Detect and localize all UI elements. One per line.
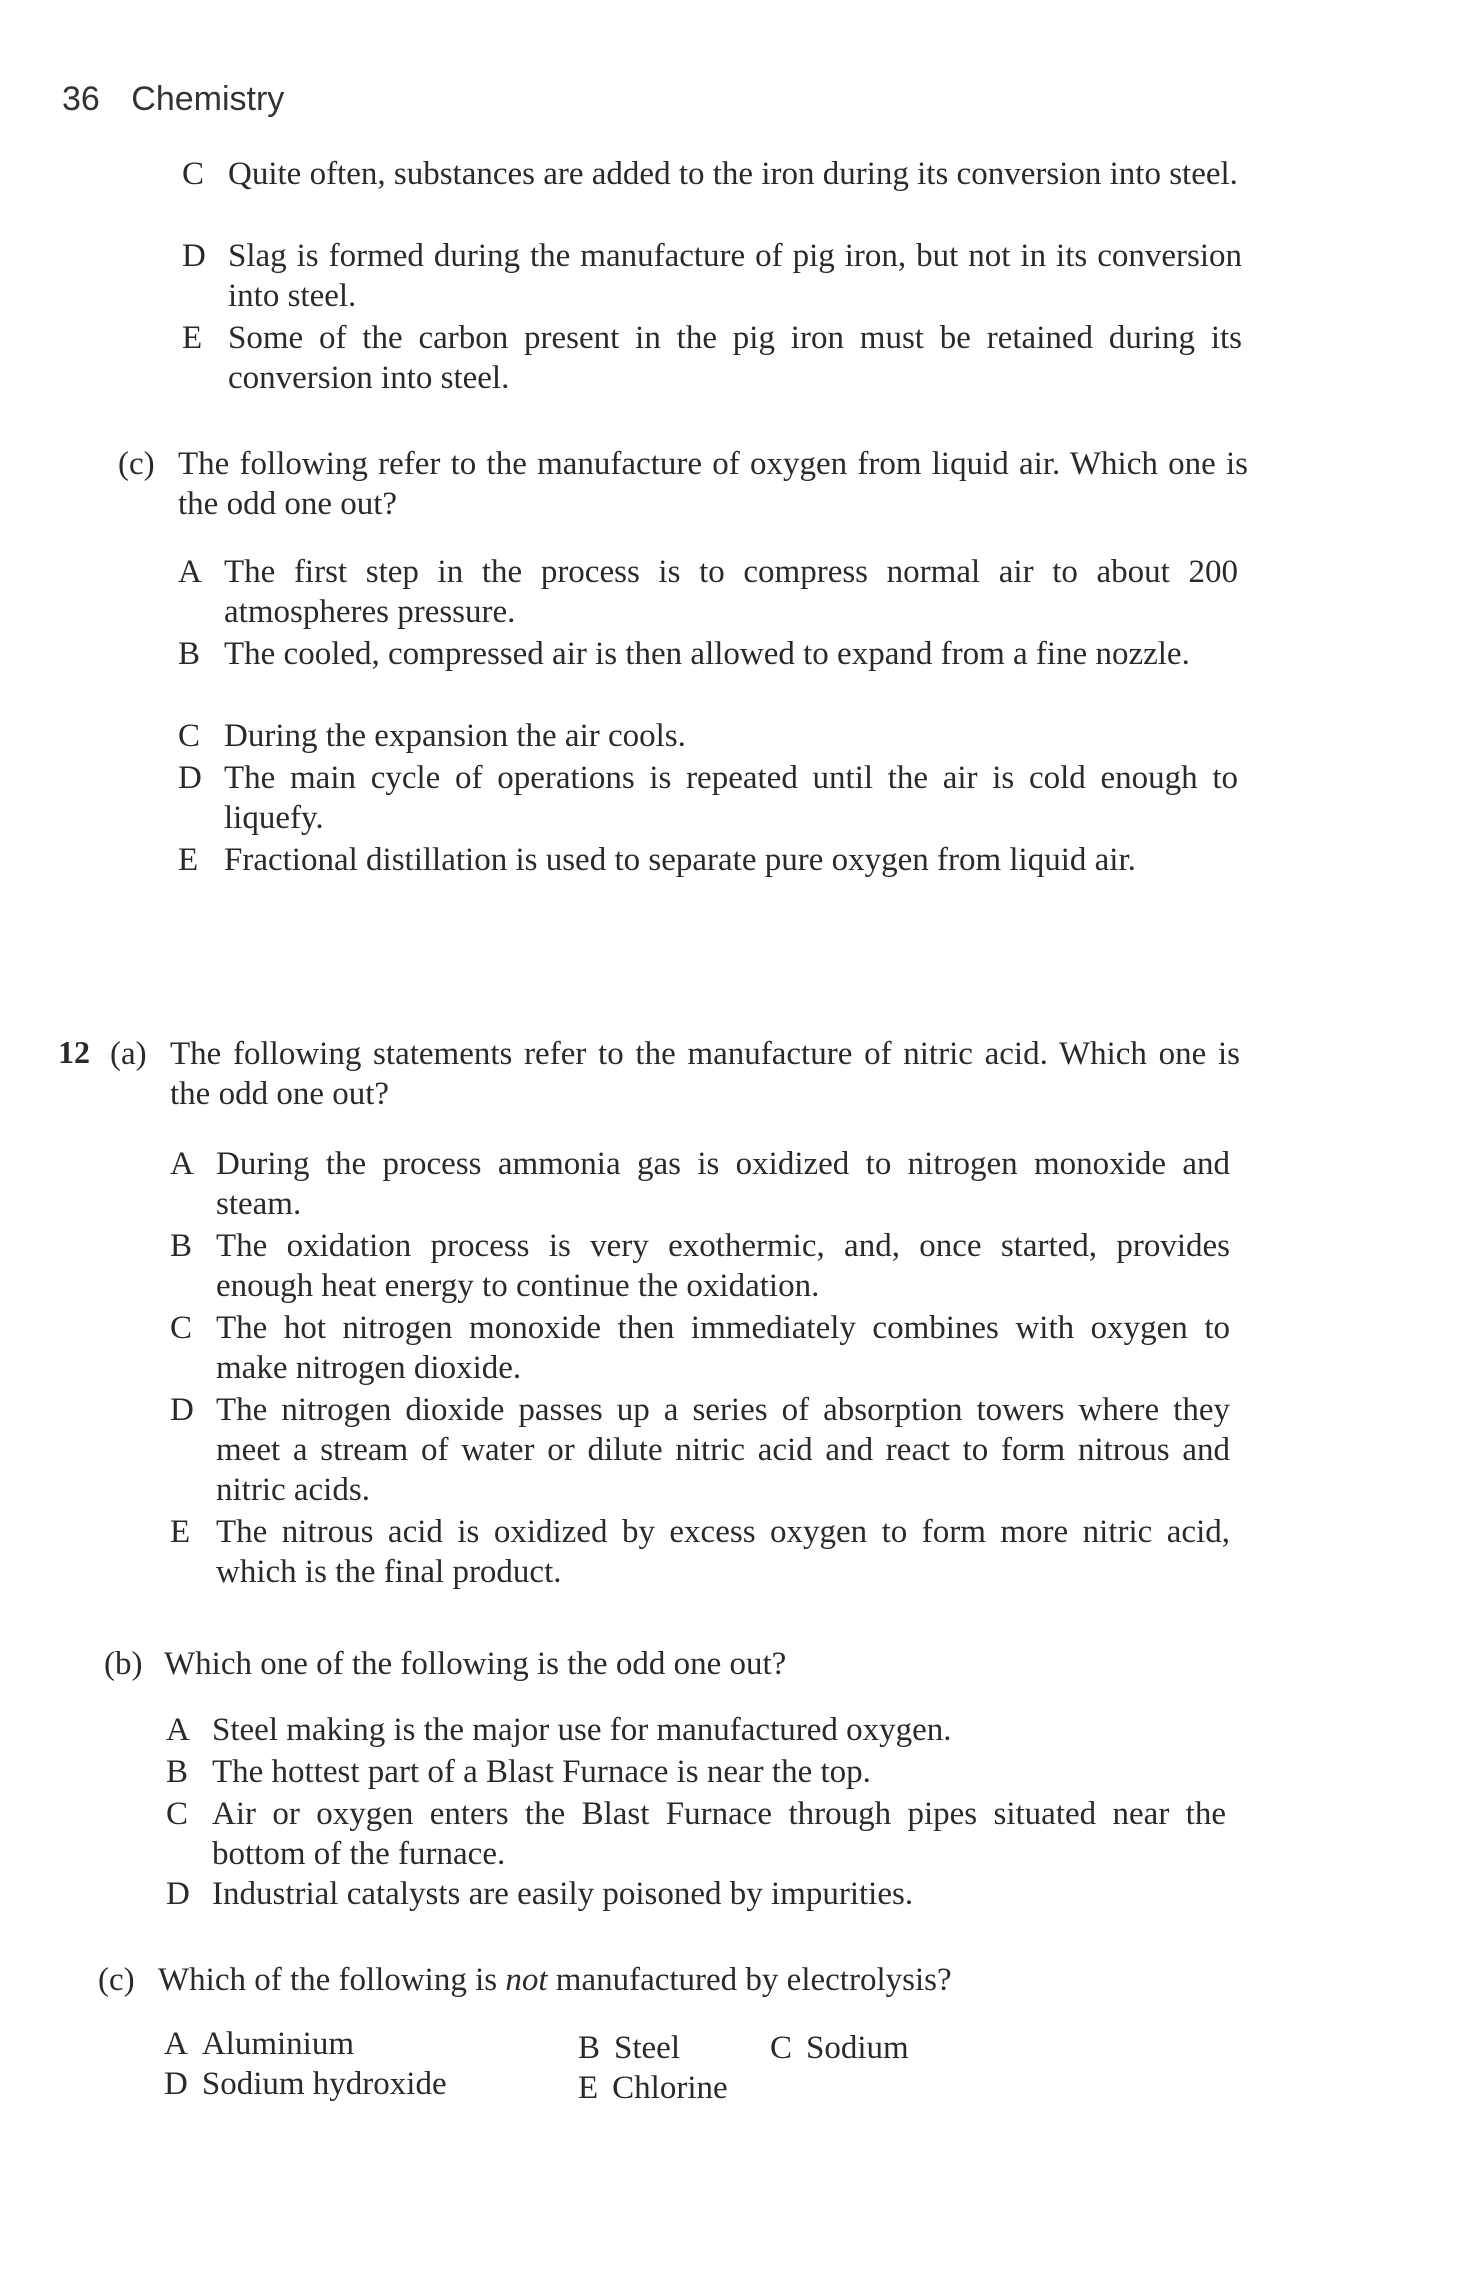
question-text: The following refer to the manufacture of oxygen from liquid air. Which one is the odd one out? bbox=[178, 446, 1248, 522]
question-number: 12 bbox=[58, 1034, 90, 1070]
prev-option-c bbox=[182, 154, 1242, 194]
q11c-option-a bbox=[178, 552, 1238, 632]
option-letter: D bbox=[164, 2066, 188, 2102]
option-text: Industrial catalysts are easily poisoned by impurities. bbox=[212, 1876, 914, 1912]
option-text: The oxidation process is very exothermic, and, once started, provides enough heat energy to continue the oxidation. bbox=[216, 1228, 1230, 1304]
page-header bbox=[62, 80, 284, 119]
part-label: (c) bbox=[98, 1962, 135, 1998]
option-text: Air or oxygen enters the Blast Furnace through pipes situated near the bottom of the furnace. bbox=[212, 1796, 1226, 1872]
option-text: The first step in the process is to compress normal air to about 200 atmospheres pressure. bbox=[224, 554, 1238, 630]
option-letter: E bbox=[178, 842, 199, 878]
question-text-start: Which of the following is bbox=[158, 1962, 506, 1998]
q11c-option-e bbox=[178, 840, 1238, 880]
q12c-option-e bbox=[578, 2068, 728, 2108]
option-text: Steel making is the major use for manufactured oxygen. bbox=[212, 1712, 952, 1748]
question-text-end: manufactured by electrolysis? bbox=[547, 1962, 952, 1998]
option-letter: A bbox=[170, 1146, 194, 1182]
option-letter: B bbox=[578, 2030, 601, 2066]
section-title: Chemistry bbox=[131, 80, 285, 118]
option-letter: E bbox=[578, 2070, 599, 2106]
option-text: The nitrous acid is oxidized by excess oxygen to form more nitric acid, which is the final product. bbox=[216, 1514, 1230, 1590]
prev-option-e bbox=[182, 318, 1242, 398]
option-letter: E bbox=[170, 1514, 191, 1550]
option-text: Chlorine bbox=[612, 2070, 728, 2106]
option-letter: B bbox=[170, 1228, 193, 1264]
q12a-option-a bbox=[170, 1144, 1230, 1224]
q12c-option-b bbox=[578, 2028, 680, 2068]
q12c-option-a bbox=[164, 2024, 354, 2064]
q12a-option-c bbox=[170, 1308, 1230, 1388]
q12c-option-c bbox=[770, 2028, 909, 2068]
q11c-option-d bbox=[178, 758, 1238, 838]
option-text: The main cycle of operations is repeated until the air is cold enough to liquefy. bbox=[224, 760, 1238, 836]
option-text: The hottest part of a Blast Furnace is near the top. bbox=[212, 1754, 871, 1790]
part-label: (b) bbox=[104, 1646, 143, 1682]
q12b-option-d bbox=[166, 1874, 1226, 1914]
option-letter: C bbox=[182, 156, 205, 192]
option-letter: B bbox=[178, 636, 201, 672]
q12c-option-d bbox=[164, 2064, 447, 2104]
option-letter: C bbox=[166, 1796, 189, 1832]
option-letter: D bbox=[170, 1392, 194, 1428]
option-text: Sodium bbox=[806, 2030, 909, 2066]
part-label: (a) bbox=[110, 1036, 147, 1072]
option-text: Steel bbox=[614, 2030, 680, 2066]
question-12b bbox=[104, 1644, 1234, 1684]
page-number: 36 bbox=[62, 80, 100, 118]
option-letter: D bbox=[182, 238, 206, 274]
emphasis-not: not bbox=[505, 1962, 548, 1998]
question-text: The following statements refer to the manufacture of nitric acid. Which one is the odd one out? bbox=[170, 1036, 1240, 1112]
q11c-option-c bbox=[178, 716, 1238, 756]
question-12a bbox=[110, 1034, 1240, 1114]
option-text: Slag is formed during the manufacture of pig iron, but not in its conversion into steel. bbox=[228, 238, 1242, 314]
q12a-option-d bbox=[170, 1390, 1230, 1510]
option-letter: D bbox=[178, 760, 202, 796]
option-text: During the process ammonia gas is oxidized to nitrogen monoxide and steam. bbox=[216, 1146, 1230, 1222]
option-text: Some of the carbon present in the pig iron must be retained during its conversion into steel. bbox=[228, 320, 1242, 396]
option-letter: B bbox=[166, 1754, 189, 1790]
option-letter: C bbox=[178, 718, 201, 754]
question-text: Which one of the following is the odd one out? bbox=[164, 1646, 787, 1682]
part-label: (c) bbox=[118, 446, 155, 482]
option-letter: C bbox=[170, 1310, 193, 1346]
prev-option-d bbox=[182, 236, 1242, 316]
option-text: Aluminium bbox=[201, 2026, 355, 2062]
option-letter: E bbox=[182, 320, 203, 356]
option-letter: D bbox=[166, 1876, 190, 1912]
option-letter: A bbox=[166, 1712, 190, 1748]
question-text bbox=[158, 1960, 1228, 2000]
q12b-option-a bbox=[166, 1710, 1226, 1750]
option-letter: A bbox=[178, 554, 202, 590]
option-text: Fractional distillation is used to separate pure oxygen from liquid air. bbox=[224, 842, 1136, 878]
q11c-option-b bbox=[178, 634, 1238, 674]
option-letter: C bbox=[770, 2030, 793, 2066]
question-12c bbox=[98, 1960, 1228, 2000]
q12b-option-b bbox=[166, 1752, 1226, 1792]
question-11c bbox=[118, 444, 1248, 524]
option-text: Quite often, substances are added to the iron during its conversion into steel. bbox=[228, 156, 1238, 192]
option-text: Sodium hydroxide bbox=[201, 2066, 447, 2102]
option-text: The hot nitrogen monoxide then immediately combines with oxygen to make nitrogen dioxide. bbox=[216, 1310, 1230, 1386]
option-text: The nitrogen dioxide passes up a series of absorption towers where they meet a stream of water or dilute nitric acid and react to form nitrous and nitric acids. bbox=[216, 1392, 1230, 1508]
option-text: The cooled, compressed air is then allowed to expand from a fine nozzle. bbox=[224, 636, 1190, 672]
q12a-option-b bbox=[170, 1226, 1230, 1306]
q12a-option-e bbox=[170, 1512, 1230, 1592]
option-letter: A bbox=[164, 2026, 188, 2062]
option-text: During the expansion the air cools. bbox=[224, 718, 686, 754]
q12b-option-c bbox=[166, 1794, 1226, 1874]
